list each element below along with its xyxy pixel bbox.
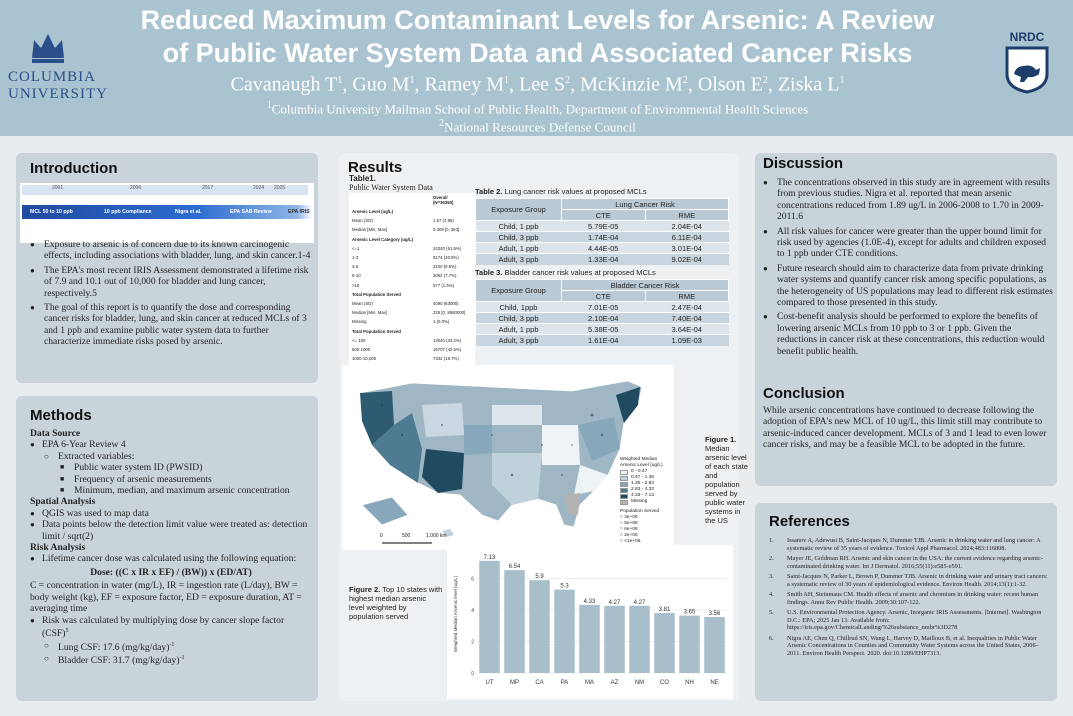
table1-row-label: Missing	[352, 319, 367, 325]
table3-caption: Table 3. Bladder cancer risk values at proposed MCLs	[475, 268, 656, 277]
author-name: Ramey M	[424, 73, 504, 96]
references-panel	[755, 503, 1057, 701]
table-cell: 3.64E-04	[645, 324, 729, 335]
reference-item	[769, 573, 1051, 588]
data-label: 5.3	[560, 583, 569, 590]
table-cell: 1.09E-03	[645, 335, 729, 346]
table1-row-value: 1.67 (4.85)	[433, 218, 454, 224]
y-axis-label: Weighted Median Arsenic level (ug/L)	[453, 575, 458, 653]
map-legend-label: 0 - 0.47	[631, 469, 648, 474]
map-legend-label: 4.33 - 7.13	[631, 493, 654, 498]
table-row	[476, 254, 729, 265]
x-tick-label: NH	[685, 680, 694, 686]
list-item: ■ Frequency of arsenic measurements	[30, 474, 312, 485]
table1-row-value: 226 [0, 8560000]	[433, 310, 466, 316]
title-line2: of Public Water System Data and Associated Cancer Risks	[162, 38, 913, 68]
data-label: 4.27	[608, 599, 621, 606]
list-item: ○ Lung CSF: 17.6 $(mg/kg/day)^{-1}$	[30, 640, 312, 654]
timeline-label: 10 ppb Compliance	[104, 209, 152, 215]
introduction-panel	[16, 153, 318, 383]
map-scale-2: 1,000 km	[426, 533, 447, 539]
timeline-year: 2001	[52, 185, 64, 191]
data-label: 3.65	[683, 609, 696, 616]
conclusion-text: While arsenic concentrations have continued to decrease following the adoption of EPA's new MCL of 10 ug/L, this limit still may contribute to arsenic-induced cancer development. MCLs of 3 and 1 lead to even lower cancer risks, and may be a feasible MCL to be adopted in the future.	[763, 405, 1047, 451]
table-row	[476, 313, 729, 324]
col-header: CTE	[562, 210, 646, 221]
columbia-logo	[8, 30, 108, 103]
reference-number: 5.	[769, 609, 774, 616]
table1-row-value: 8174 (20.8%)	[433, 255, 459, 260]
list-item: ● All risk values for cancer were greater than the upper bound limit for risk used by agencies (1.0E-4), except for adults and children exposed to 1 ppb under CTE conditions.	[763, 226, 1053, 260]
data-label: 3.56	[708, 610, 721, 617]
table1-row-value: 4090 (63000)	[433, 301, 459, 306]
table-cell: Child, 3 ppb	[476, 232, 562, 243]
table1-row-label: 1-3	[352, 255, 359, 260]
table-row	[476, 335, 729, 346]
discussion-heading: Discussion	[763, 155, 844, 172]
methods-heading: Methods	[30, 407, 92, 424]
table1-row-label: 5-10	[352, 273, 361, 279]
y-tick-label: 0	[471, 671, 474, 677]
reference-text: Mayer JE, Goldman RH. Arsenic and skin cancer in the USA: the current evidence regarding arsenic-contaminated drinking water. Int J Dermatol. 2016;55(11):e585-e591.	[787, 555, 1043, 570]
map-legend-label: 1.35 - 2.83	[631, 481, 654, 486]
reference-item	[769, 609, 1051, 632]
map-legend-swatch	[620, 482, 628, 487]
table2-lung-risk	[475, 198, 729, 265]
col-header: CTE	[562, 291, 646, 302]
table1-row-label: Median [Min, Max]	[352, 227, 388, 233]
list-item: ○ Extracted variables:	[30, 451, 312, 462]
author-affiliation-mark: 1	[337, 75, 343, 86]
bar-chart-svg	[447, 545, 733, 699]
data-label: 6.54	[508, 564, 521, 571]
x-tick-label: CA	[535, 680, 544, 686]
table-cell: Child, 1 ppb	[476, 221, 562, 232]
table-cell: 7.40E-04	[645, 313, 729, 324]
table2-caption: Table 2. Lung cancer risk values at proposed MCLs	[475, 187, 647, 196]
poster-title	[80, 4, 995, 70]
map-scale-1: 500	[402, 533, 411, 539]
columbia-logo-line2: UNIVERSITY	[8, 86, 108, 102]
bear-shield-icon	[1002, 44, 1052, 94]
nrdc-logo-text: NRDC	[1009, 30, 1045, 44]
bar	[679, 616, 700, 673]
table1-row-label: 1000-10,000	[352, 356, 377, 362]
table1-row-label: Median [Min, Max]	[352, 310, 388, 316]
table1-row-label: <=1	[352, 245, 360, 251]
col-header: RME	[645, 291, 729, 302]
author-affiliation-mark: 1	[839, 75, 845, 86]
map-legend-label: Missing	[631, 499, 648, 504]
author-affiliation-mark: 2	[682, 75, 688, 86]
map-legend-title: Weighted Median Arsenic Level (ug/L)	[620, 457, 663, 468]
reference-number: 4.	[769, 591, 774, 598]
introduction-heading: Introduction	[30, 160, 118, 177]
introduction-bullets	[30, 239, 312, 351]
table1-row-label: <= 100	[352, 337, 366, 343]
nrdc-logo	[998, 30, 1056, 99]
table-cell: Adult, 3 ppb	[476, 335, 562, 346]
timeline-year-band	[22, 185, 308, 195]
map-legend-item	[620, 499, 674, 505]
author-name: Lee S	[518, 73, 566, 96]
bar	[554, 590, 575, 673]
table-cell: 5.79E-05	[562, 221, 646, 232]
methods-body	[30, 428, 312, 667]
risk-analysis-heading: Risk Analysis	[30, 542, 86, 554]
table-row	[476, 302, 729, 313]
col-header: Exposure Group	[476, 199, 562, 221]
timeline-year: 2025	[274, 185, 286, 191]
table1-caption: Table1.	[349, 174, 376, 183]
bar	[654, 613, 675, 673]
map-population-item: ○ <1e+06	[620, 539, 641, 544]
table1-row-label: >10	[352, 282, 360, 288]
us-arsenic-map	[342, 365, 674, 550]
columbia-logo-line1: COLUMBIA	[8, 69, 97, 85]
list-item: ■ Public water system ID (PWSID)	[30, 462, 312, 473]
results-heading: Results	[348, 159, 403, 176]
table-cell: 7.01E-05	[562, 302, 646, 313]
map-legend-swatch	[620, 470, 628, 475]
table3-bladder-risk	[475, 279, 729, 346]
methods-panel	[16, 396, 318, 701]
map-legend-label: 2.83 - 4.33	[631, 487, 654, 492]
table1-row-value: 16707 (42.5%)	[433, 347, 462, 352]
data-label: 3.81	[658, 607, 671, 614]
author-affiliation-mark: 2	[565, 75, 571, 86]
table-cell: 1.61E-04	[562, 335, 646, 346]
reference-item	[769, 635, 1051, 658]
crown-icon	[28, 30, 68, 64]
timeline-year: 2006	[130, 185, 142, 191]
results-panel	[339, 153, 748, 701]
table1-row-value: 3100 (8.5%)	[433, 264, 457, 270]
reference-number: 1.	[769, 537, 774, 544]
table1-row-value: 24340 (61.9%)	[433, 245, 462, 251]
table1-row-label: Total Population Served	[352, 291, 401, 297]
bar	[529, 580, 550, 673]
list-item: ● QGIS was used to map data	[30, 508, 312, 519]
x-tick-label: MA	[585, 680, 594, 686]
table-cell: 1.74E-04	[562, 232, 646, 243]
map-scale-0: 0	[380, 533, 383, 539]
author-name: Guo M	[352, 73, 410, 96]
affiliation-1: $^1$Columbia University Mailman School of Public Health, Department of Environmental Health Sciences	[266, 100, 809, 117]
list-item: ● Data points below the detection limit value were treated as: detection limit / sqrt(2)	[30, 519, 312, 542]
author-affiliation-mark: 2	[762, 75, 768, 86]
y-tick-label: 2	[471, 639, 474, 646]
data-label: 4.27	[633, 599, 646, 606]
x-tick-label: CO	[660, 680, 669, 686]
author-name: Ziska L	[777, 73, 840, 96]
list-item: ● Future research should aim to characterize data from private drinking water systems and quantify cancer risk among specific populations, as the heterogeneity of US populations may lead to different risk estimates compared to those presented in this study.	[763, 263, 1053, 309]
bar	[579, 605, 600, 673]
table1-title: Public Water System Data	[349, 183, 433, 192]
table-cell: 2.10E-04	[562, 313, 646, 324]
list-item: ● Exposure to arsenic is of concern due to its known carcinogenic effects, including associations with bladder, lung, and skin cancer.1-4	[30, 239, 312, 262]
data-source-heading: Data Source	[30, 428, 81, 439]
map-population-item: ○ 5e+06	[620, 521, 638, 526]
author-name: Cavanaugh T	[230, 73, 338, 96]
col-header: RME	[645, 210, 729, 221]
poster-header	[0, 0, 1073, 136]
table-row	[476, 324, 729, 335]
table1-row-label: Total Population Served	[352, 328, 401, 334]
table-cell: 9.02E-04	[645, 254, 729, 265]
map-legend	[620, 457, 674, 551]
data-label: 7.13	[483, 554, 496, 561]
timeline-year: 2017	[202, 185, 214, 191]
timeline-label: EPA SAB Review	[230, 209, 272, 215]
table-cell: Adult, 3 ppb	[476, 254, 562, 265]
bar	[479, 561, 500, 673]
map-legend-swatch	[620, 494, 628, 499]
map-population-item: ○ 2e+06	[620, 533, 638, 538]
timeline-label: Nigra et al.	[175, 209, 202, 215]
map-legend-swatch	[620, 488, 628, 493]
x-tick-label: NM	[634, 680, 645, 686]
list-item: ■ Minimum, median, and maximum arsenic concentration	[30, 485, 312, 496]
table1-row-value: 1 (0.0%)	[433, 319, 450, 325]
figure2-bar-chart	[447, 545, 733, 699]
reference-text: Issanov A, Adewusi B, Saint-Jacques N, Dummer TJB. Arsenic in drinking water and lung cancer: A systematic review of 35 years of evidence. Toxicol Appl Pharmacol. 2024;483:116808.	[787, 537, 1041, 552]
list-item: ○ Bladder CSF: 31.7 $(mg/kg/day)^{-1}$	[30, 653, 312, 667]
map-population-item: ○ 3e+06	[620, 515, 638, 520]
y-tick-label: 4	[471, 608, 474, 615]
table1-row-label: Arsenic Level (ug/L)	[352, 209, 394, 214]
figure2-caption: Figure 2. Top 10 states with highest median arsenic level weighted by population served	[349, 585, 443, 621]
table-cell: 1.33E-04	[562, 254, 646, 265]
reference-text: Nigra AE, Chen Q, Chillrud SN, Wang L, Harvey D, Mailloux B, et al. Inequalities in Public Water Arsenic Concentrations in Counties and Community Water Systems across the United States, 2006–2011. Environ Health Perspect. 2020. doi:10.1289/EHP7313.	[787, 634, 1039, 657]
timeline-label: EPA IRIS	[288, 209, 310, 215]
table1-row-label: Arsenic Level Category (ug/L)	[352, 236, 413, 242]
table-cell: 3.01E-04	[645, 243, 729, 254]
table1-header: Overall	[433, 195, 448, 200]
table-cell: Adult, 1 ppb	[476, 243, 562, 254]
col-group-header: Bladder Cancer Risk	[562, 280, 729, 291]
table-row	[476, 232, 729, 243]
author-list: Cavanaugh $T^1$, Guo $M^1$, Ramey $M^1$, Lee $S^2$, McKinzie $M^2$, Olson $E^2$, Ziska $L^1$	[230, 73, 845, 96]
x-tick-label: UT	[485, 680, 494, 686]
list-item: ● Risk was calculated by multiplying dose by cancer slope factor (CSF)$^5$	[30, 615, 312, 640]
reference-text: U.S. Environmental Protection Agency. Arsenic, Inorganic IRIS Assessments. [Internet]. Washington D.C.: EPA; 2025 Jan 13. Available from: https://iris.epa.gov/ChemicalLanding/%26substance_nmbr%3D278	[787, 609, 1042, 631]
timeline-label: MCL 50 to 10 ppb	[30, 209, 73, 215]
bar	[704, 617, 725, 673]
author-affiliation-mark: 1	[503, 75, 509, 86]
map-population-title: Population Served	[620, 509, 660, 514]
list-item: ● EPA 6-Year Review 4	[30, 439, 312, 450]
x-tick-label: PA	[560, 680, 569, 686]
reference-text: Saint-Jacques N, Parker L, Brown P, Dummer TJB. Arsenic in drinking water and urinary tract cancers: a systematic review of 30 years of epidemiological evidence. Environ Health. 2014;13(1):1-32.	[787, 573, 1048, 588]
reference-item	[769, 591, 1051, 606]
bar	[504, 570, 525, 673]
affiliation-2: $^2$National Resources Defense Council	[439, 118, 636, 135]
table1-row-value: 13040 (33.2%)	[433, 337, 462, 343]
table-cell: Child, 3 ppb	[476, 313, 562, 324]
table-cell: 5.38E-05	[562, 324, 646, 335]
figure1-caption: Figure 1. Median arsenic level of each state and population served by public water systems in the US	[705, 435, 748, 525]
list-item: ● Cost-benefit analysis should be performed to explore the benefits of lowering arsenic MCLs from 10 ppb to 3 or 1 ppb. Given the reductions in cancer risk at these concentrations, this reduction would benefit public health.	[763, 311, 1053, 357]
table1-row-label: 3-5	[352, 264, 359, 270]
table-cell: 6.11E-04	[645, 232, 729, 243]
y-tick-label: 6	[471, 576, 474, 583]
table-row	[476, 221, 729, 232]
table-cell: 2.04E-04	[645, 221, 729, 232]
table-cell: 2.47E-04	[645, 302, 729, 313]
author-name: Olson E	[697, 73, 763, 96]
conclusion-heading: Conclusion	[763, 385, 845, 402]
map-population-item: ○ 6e+06	[620, 527, 638, 532]
table1-row-value: 3052 (7.7%)	[433, 273, 457, 279]
references-list	[769, 537, 1051, 660]
map-legend-label: 0.47 - 1.35	[631, 475, 654, 480]
list-item: ● The EPA's most recent IRIS Assessment demonstrated a lifetime risk of 7.9 and 10.1 out of 10,000 for bladder and lung cancer, respectively.5	[30, 265, 312, 299]
col-header: Exposure Group	[476, 280, 562, 302]
reference-number: 2.	[769, 555, 774, 562]
data-label: 5.9	[535, 574, 544, 581]
x-tick-label: NE	[710, 680, 719, 686]
table1	[349, 193, 475, 393]
bar	[629, 606, 650, 673]
table1-row-value: 577 (1.5%)	[433, 282, 455, 288]
table1-row-label: 500-1000	[352, 347, 371, 352]
list-item: ● The goal of this report is to quantify the dose and corresponding cancer risks for bladder, lung, and skin cancer at reduced MCLs of 3 and 1 ppb and examine public water system data to further characterize immediate risks posed by arsenic.	[30, 302, 312, 348]
map-legend-swatch	[620, 500, 628, 505]
dose-equation: Dose: ((C x IR x EF) / (BW)) x (ED/AT)	[90, 566, 252, 578]
table1-row-label: Mean (SD)	[352, 301, 373, 306]
reference-item	[769, 537, 1051, 552]
spatial-analysis-heading: Spatial Analysis	[30, 496, 96, 508]
variable-definitions: C = concentration in water (mg/L), IR = ingestion rate (L/day), BW = body weight (kg), EF = exposure factor, ED = exposure duration, AT = averaging time	[30, 580, 302, 615]
author-affiliation-mark: 1	[409, 75, 415, 86]
timeline-year: 2024	[253, 185, 265, 191]
map-legend-swatch	[620, 476, 628, 481]
table-row	[476, 243, 729, 254]
table1-row-label: Mean (SD)	[352, 218, 373, 224]
data-label: 4.33	[583, 598, 596, 605]
x-tick-label: MP	[510, 680, 519, 686]
table-cell: Child, 1ppb	[476, 302, 562, 313]
timeline-figure	[20, 183, 314, 243]
table-cell: Adult, 1 ppb	[476, 324, 562, 335]
table-cell: 4.44E-05	[562, 243, 646, 254]
reference-number: 6.	[769, 634, 774, 642]
discussion-bullets	[763, 177, 1053, 360]
table1-header: (N=36350)	[433, 200, 454, 205]
col-group-header: Lung Cancer Risk	[562, 199, 729, 210]
reference-text: Smith AH, Steinmaus CM. Health effects of arsenic and chromium in drinking water: recent human findings. Annu Rev Public Health. 2009;30:107-122.	[787, 591, 1039, 606]
reference-number: 3.	[769, 573, 774, 580]
table1-row-value: 7332 (18.7%)	[433, 356, 459, 362]
x-tick-label: AZ	[610, 680, 619, 686]
list-item: ● The concentrations observed in this study are in agreement with results from previous studies. Nigra et al. reported that mean arsenic concentrations reduced from 1.89 ug/L in 2006-2008 to 1.70 in 2009-2011.6	[763, 177, 1053, 223]
discussion-panel	[755, 153, 1057, 486]
references-heading: References	[769, 513, 850, 530]
title-line1: Reduced Maximum Contaminant Levels for Arsenic: A Review	[140, 5, 935, 35]
bar	[604, 606, 625, 673]
author-name: McKinzie M	[580, 73, 683, 96]
reference-item	[769, 555, 1051, 570]
list-item: ● Lifetime cancer dose was calculated using the following equation:	[30, 553, 312, 564]
table1-row-value: 0.309 [0, 363]	[433, 227, 460, 233]
